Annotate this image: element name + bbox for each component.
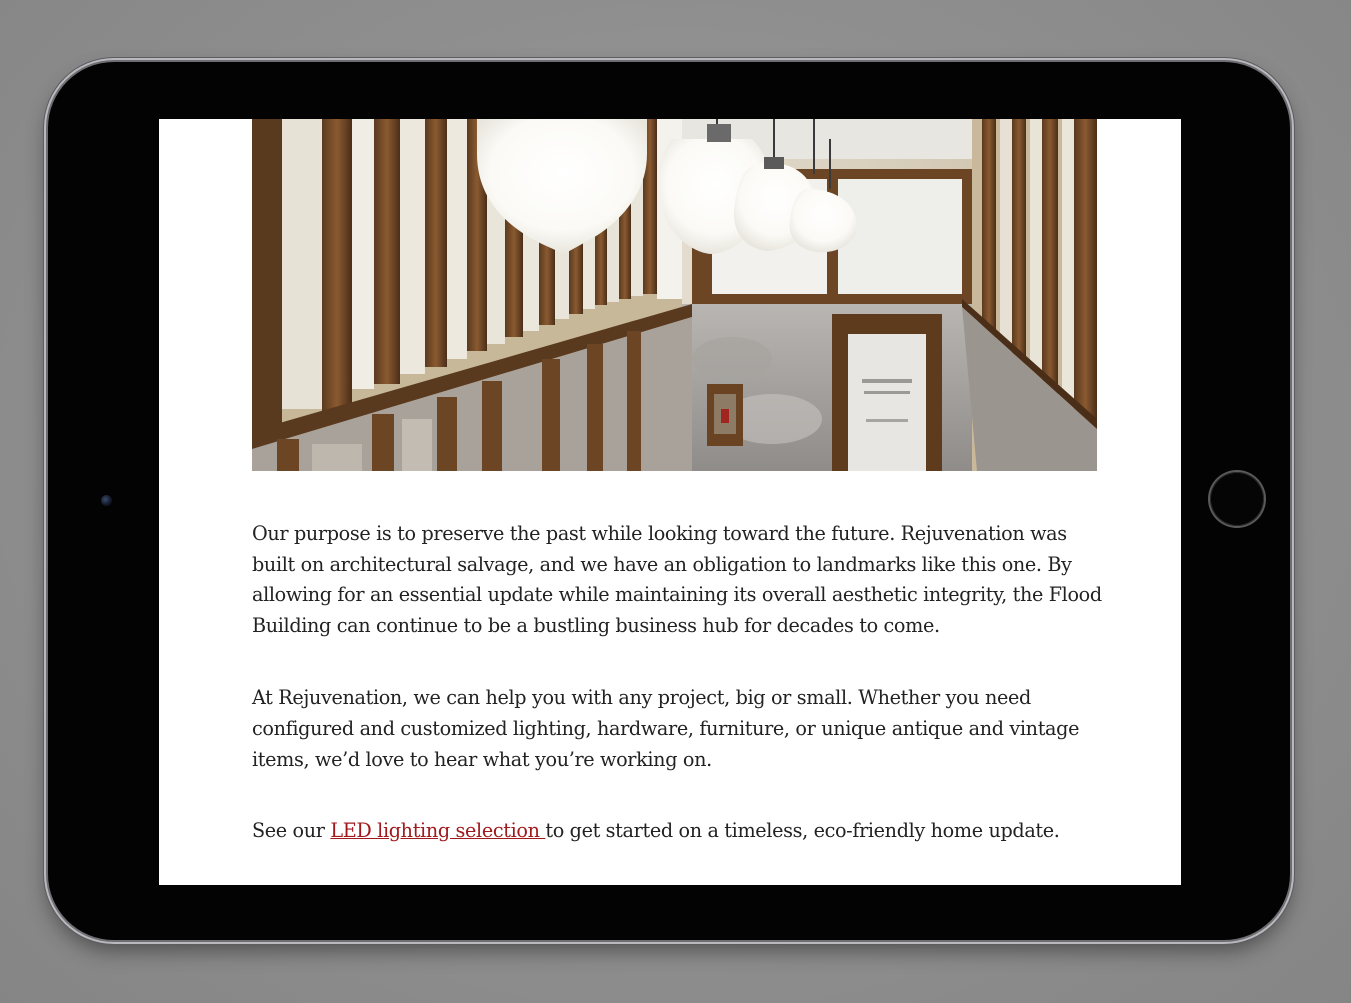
tablet-screen bbox=[159, 119, 1181, 885]
article-paragraph-3 bbox=[252, 816, 1112, 847]
home-button[interactable] bbox=[1210, 472, 1264, 526]
article-body bbox=[252, 519, 1112, 885]
article-paragraph-1: Our purpose is to preserve the past while looking toward the future. Rejuvenation was built on architectural salvage, and we have an obligation to landmarks like this one. By allowing for an essential update while maintaining its overall aesthetic integrity, the Flood Building can continue to be a bustling business hub for decades to come. bbox=[252, 522, 1102, 637]
paragraph-3-prefix: See our bbox=[252, 819, 331, 843]
hero-image bbox=[252, 119, 1097, 471]
article-paragraph-2: At Rejuvenation, we can help you with any project, big or small. Whether you need configured and customized lighting, hardware, furniture, or unique antique and vintage items, we’d love to hear what you’re working on. bbox=[252, 686, 1080, 771]
hallway-photo-icon bbox=[252, 119, 1097, 471]
paragraph-3-suffix: to get started on a timeless, eco-friendly home update. bbox=[545, 819, 1060, 843]
front-camera-icon bbox=[101, 495, 112, 506]
led-lighting-link[interactable]: LED lighting selection bbox=[330, 819, 546, 843]
